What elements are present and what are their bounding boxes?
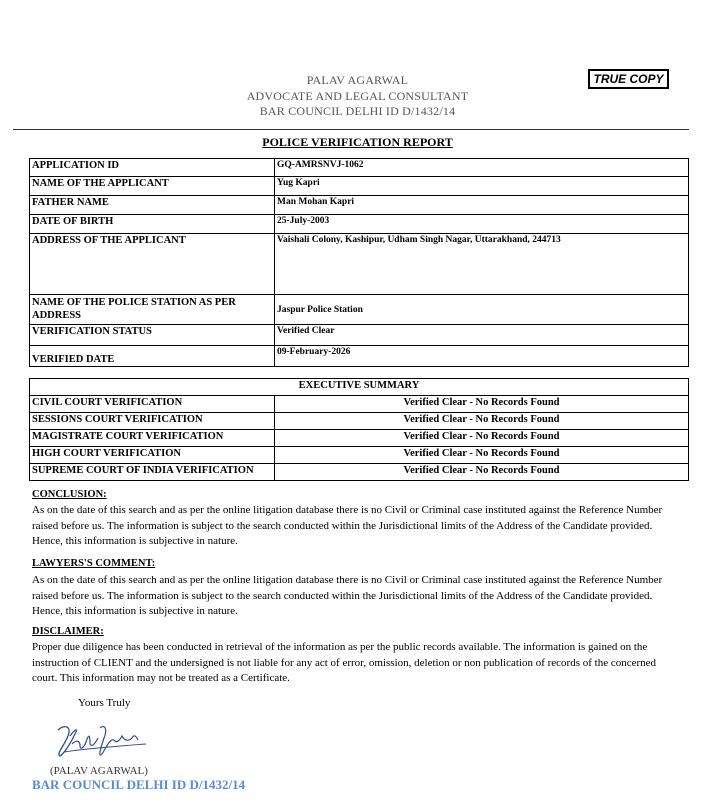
summary-value: Verified Clear - No Records Found bbox=[275, 447, 689, 464]
details-table bbox=[29, 158, 689, 367]
closing-text: Yours Truly bbox=[78, 697, 131, 709]
report-title: POLICE VERIFICATION REPORT bbox=[262, 135, 453, 149]
table-row bbox=[30, 177, 689, 196]
detail-label: NAME OF THE APPLICANT bbox=[30, 177, 275, 196]
summary-label: SESSIONS COURT VERIFICATION bbox=[30, 413, 275, 430]
summary-header-row bbox=[30, 379, 689, 396]
bar-council-id: BAR COUNCIL DELHI ID D/1432/14 bbox=[259, 104, 456, 118]
disclaimer-text: Proper due diligence has been conducted in retrieval of the information as per the public records available. The information is gained on the instruction of CLIENT and the undersigned is not liable for any act of error, omission, deletion or non publication of records of the concerned court. This information may not be treated as a Certificate. bbox=[32, 641, 657, 684]
advocate-role: ADVOCATE AND LEGAL CONSULTANT bbox=[246, 89, 469, 103]
detail-label: FATHER NAME bbox=[30, 196, 275, 215]
detail-label: NAME OF THE POLICE STATION AS PER ADDRESS bbox=[30, 295, 275, 325]
signature-image bbox=[50, 718, 150, 763]
table-row bbox=[30, 464, 689, 481]
lawyers-comment-title: LAWYERS'S COMMENT: bbox=[32, 558, 156, 569]
summary-value: Verified Clear - No Records Found bbox=[275, 464, 689, 481]
detail-value: Man Mohan Kapri bbox=[275, 196, 689, 215]
summary-label: MAGISTRATE COURT VERIFICATION bbox=[30, 430, 275, 447]
summary-label: SUPREME COURT OF INDIA VERIFICATION bbox=[30, 464, 275, 481]
disclaimer-title: DISCLAIMER: bbox=[32, 626, 104, 637]
detail-label: DATE OF BIRTH bbox=[30, 215, 275, 234]
table-row bbox=[30, 196, 689, 215]
table-row bbox=[30, 234, 689, 295]
true-copy-stamp: TRUE COPY bbox=[588, 69, 669, 89]
detail-value: 25-July-2003 bbox=[275, 215, 689, 234]
summary-label: HIGH COURT VERIFICATION bbox=[30, 447, 275, 464]
detail-value: Verified Clear bbox=[275, 325, 689, 346]
summary-value: Verified Clear - No Records Found bbox=[275, 413, 689, 430]
table-row bbox=[30, 447, 689, 464]
header-divider bbox=[13, 129, 689, 130]
conclusion-text: As on the date of this search and as per the online litigation database there is no Civil or Criminal case instituted against the Reference Number raised before us. The information is subject to the search conducted within the Jurisdictional limits of the Address of the Candidate provided. Hence, this information is subjective in nature. bbox=[32, 504, 663, 547]
table-row bbox=[30, 346, 689, 367]
advocate-name: PALAV AGARWAL bbox=[306, 73, 409, 87]
signer-name: (PALAV AGARWAL) bbox=[50, 765, 148, 777]
summary-label: CIVIL COURT VERIFICATION bbox=[30, 396, 275, 413]
executive-summary-table bbox=[29, 378, 689, 481]
table-row bbox=[30, 215, 689, 234]
detail-label: APPLICATION ID bbox=[30, 159, 275, 177]
detail-label: VERIFICATION STATUS bbox=[30, 325, 275, 346]
summary-value: Verified Clear - No Records Found bbox=[275, 396, 689, 413]
detail-value: Yug Kapri bbox=[275, 177, 689, 196]
footer-bar-council-id: BAR COUNCIL DELHI ID D/1432/14 bbox=[32, 777, 246, 792]
detail-value: Vaishali Colony, Kashipur, Udham Singh Nagar, Uttarakhand, 244713 bbox=[275, 234, 689, 295]
conclusion-title: CONCLUSION: bbox=[32, 489, 107, 500]
detail-value: 09-February-2026 bbox=[275, 346, 689, 367]
table-row bbox=[30, 159, 689, 177]
detail-label: ADDRESS OF THE APPLICANT bbox=[30, 234, 275, 295]
table-row bbox=[30, 413, 689, 430]
detail-label: VERIFIED DATE bbox=[30, 346, 275, 367]
detail-value: Jaspur Police Station bbox=[275, 295, 689, 325]
summary-value: Verified Clear - No Records Found bbox=[275, 430, 689, 447]
table-row bbox=[30, 396, 689, 413]
table-row bbox=[30, 295, 689, 325]
summary-title: EXECUTIVE SUMMARY bbox=[30, 379, 689, 396]
lawyers-comment-text: As on the date of this search and as per the online litigation database there is no Civil or Criminal case instituted against the Reference Number raised before us. The information is subject to the search conducted within the Jurisdictional limits of the Address of the Candidate provided. Hence, this information is subjective in nature. bbox=[32, 574, 663, 617]
table-row bbox=[30, 430, 689, 447]
table-row bbox=[30, 325, 689, 346]
detail-value: GQ-AMRSNVJ-1062 bbox=[275, 159, 689, 177]
